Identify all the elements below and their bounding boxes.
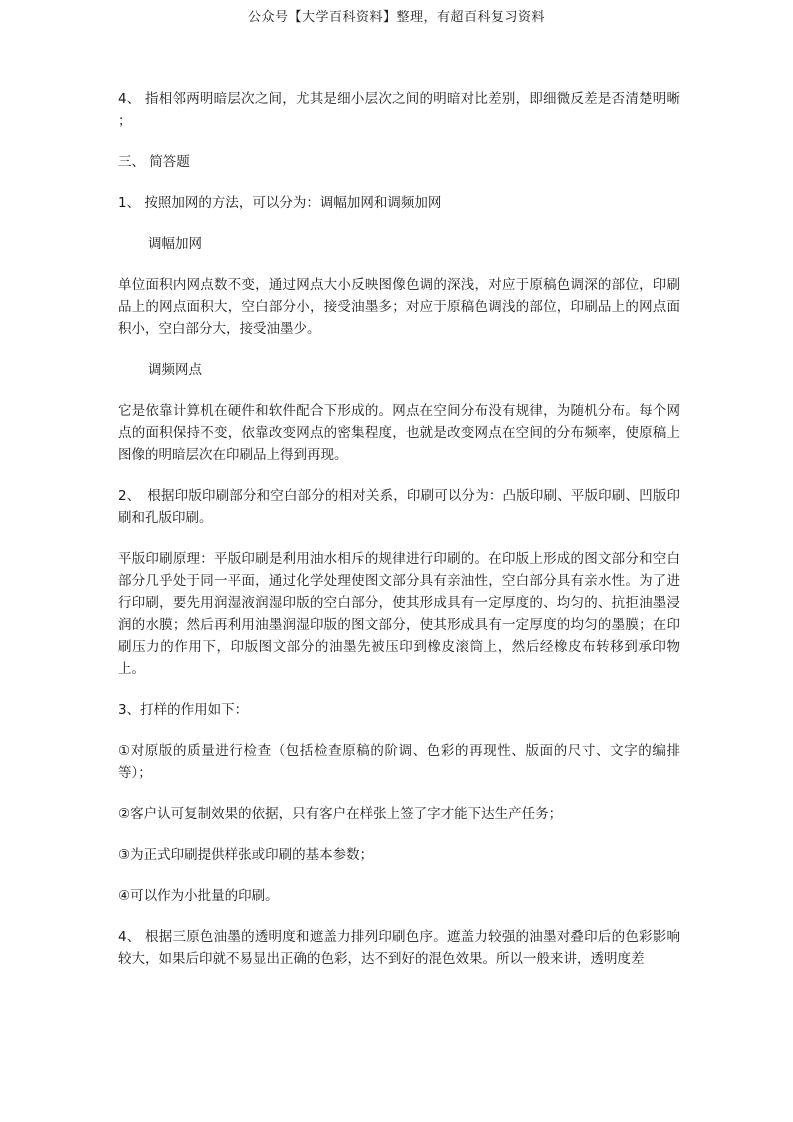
- question-3-proofing: 3、打样的作用如下：: [118, 702, 249, 718]
- answer-4-definition: 4、 指相邻两明暗层次之间，尤其是细小层次之间的明暗对比差别，即细微反差是否清楚明晰 ；: [118, 91, 680, 129]
- subheading-am-screening: 调幅加网: [148, 236, 202, 252]
- subheading-fm-screening: 调频网点: [148, 362, 202, 378]
- question-1-screening-methods: 1、 按照加网的方法，可以分为：调幅加网和调频加网: [118, 195, 442, 211]
- document-body: [118, 88, 680, 989]
- fm-screening-description: 它是依靠计算机在硬件和软件配合下形成的。网点在空间分布没有规律，为随机分布。每个网点的面积保持不变，依靠改变网点的密集程度，也就是改变网点在空间的分布频率，使原稿上图像的明暗层次在印刷品上得到再现。: [118, 403, 680, 463]
- proofing-point-3: ③为正式印刷提供样张或印刷的基本参数；: [118, 847, 374, 863]
- question-4-color-sequence: 4、 根据三原色油墨的透明度和遮盖力排列印刷色序。遮盖力较强的油墨对叠印后的色彩影响较大，如果后印就不易显出正确的色彩，达不到好的混色效果。所以一般来讲，透明度差: [118, 929, 680, 967]
- lithography-principle: 平版印刷原理：平版印刷是利用油水相斥的规律进行印刷的。在印版上形成的图文部分和空白部分几乎处于同一平面，通过化学处理使图文部分具有亲油性，空白部分具有亲水性。为了进行印刷，要先用润湿液润湿印版的空白部分，使其形成具有一定厚度的、均匀的、抗拒油墨浸润的水膜；然后再利用油墨润湿印版的图文部分，使其形成具有一定厚度的均匀的墨膜；在印刷压力的作用下，印版图文部分的油墨先被压印到橡皮滚筒上，然后经橡皮布转移到承印物上。: [118, 551, 680, 677]
- am-screening-description: 单位面积内网点数不变，通过网点大小反映图像色调的深浅，对应于原稿色调深的部位，印刷品上的网点面积大，空白部分小，接受油墨多；对应于原稿色调浅的部位，印刷品上的网点面积小，空白部分大，接受油墨少。: [118, 277, 680, 337]
- section-heading-short-answer: 三、 简答题: [118, 154, 190, 170]
- page-header: 公众号【大学百科资料】整理，有超百科复习资料: [247, 10, 545, 25]
- proofing-point-4: ④可以作为小批量的印刷。: [118, 888, 279, 904]
- question-2-printing-types: 2、 根据印版印刷部分和空白部分的相对关系，印刷可以分为：凸版印刷、平版印刷、凹版印刷和孔版印刷。: [118, 488, 680, 526]
- proofing-point-1: ①对原版的质量进行检查（包括检查原稿的阶调、色彩的再现性、版面的尺寸、文字的编排等）；: [118, 743, 680, 781]
- proofing-point-2: ②客户认可复制效果的依据，只有客户在样张上签了字才能下达生产任务；: [118, 806, 563, 822]
